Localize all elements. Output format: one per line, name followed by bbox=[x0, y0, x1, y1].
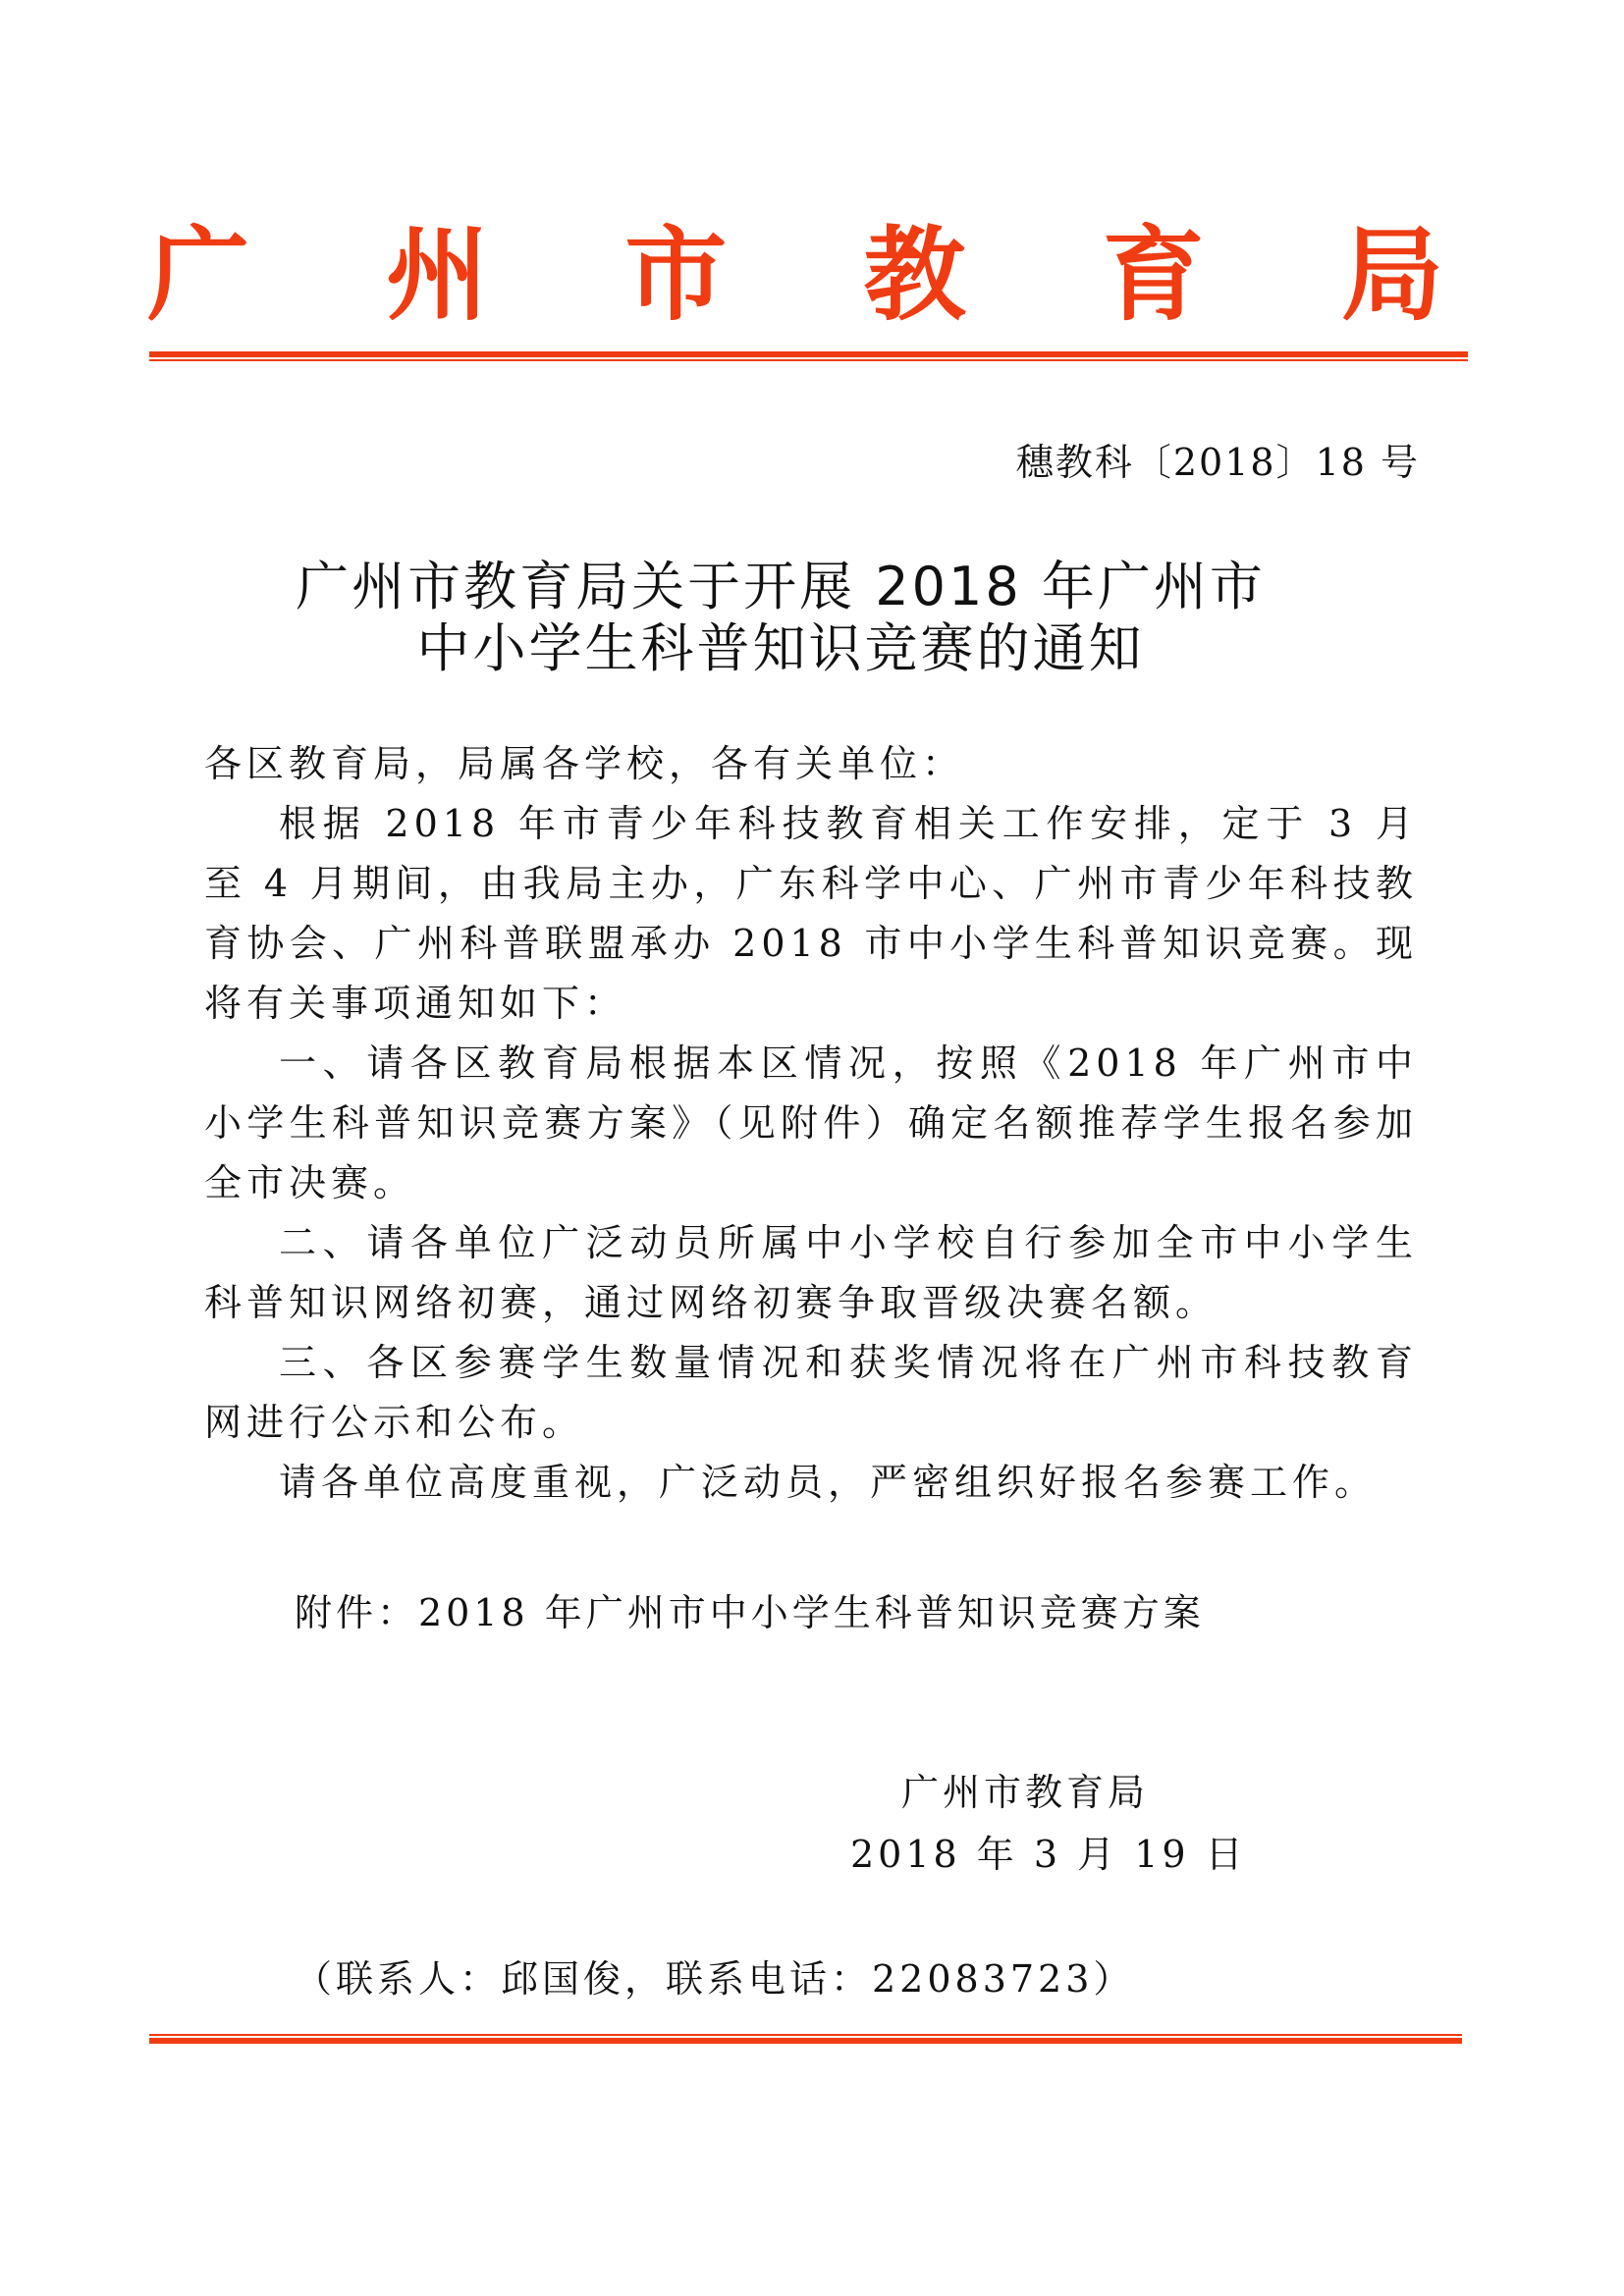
masthead bbox=[147, 206, 1443, 344]
masthead-char: 市 bbox=[624, 215, 728, 335]
paragraph: 二、请各单位广泛动员所属中小学校自行参加全市中小学生科普知识网络初赛，通过网络初赛争取晋级决赛名额。 bbox=[204, 1221, 1418, 1324]
title-line-1: 广州市教育局关于开展 2018 年广州市 bbox=[296, 556, 1266, 617]
footer-rule-thick bbox=[149, 2038, 1462, 2044]
masthead-char: 教 bbox=[863, 215, 966, 335]
paragraph: 根据 2018 年市青少年科技教育相关工作安排，定于 3 月至 4 月期间，由我局主办，广东科学中心、广州市青少年科技教育协会、广州科普联盟承办 2018 市中小学生科普知识竞赛。现将有关事项通知如下： bbox=[204, 802, 1418, 1025]
body-paragraphs bbox=[204, 794, 1418, 1513]
document-number: 穗教科〔2018〕18 号 bbox=[1015, 441, 1420, 484]
contact-info: （联系人：邱国俊，联系电话：22083723） bbox=[295, 1957, 1135, 2001]
header-red-rule bbox=[149, 351, 1468, 360]
masthead-char: 州 bbox=[386, 215, 489, 335]
masthead-char: 局 bbox=[1340, 215, 1443, 335]
paragraph: 一、请各区教育局根据本区情况，按照《2018 年广州市中小学生科普知识竞赛方案》（见附件）确定名额推荐学生报名参加全市决赛。 bbox=[204, 1041, 1418, 1204]
paragraph: 请各单位高度重视，广泛动员，严密组织好报名参赛工作。 bbox=[279, 1461, 1378, 1504]
footer-rule-thin bbox=[149, 2034, 1462, 2036]
masthead-char: 广 bbox=[147, 215, 250, 335]
header-rule-thick bbox=[149, 351, 1468, 357]
signature-date: 2018 年 3 月 19 日 bbox=[850, 1833, 1247, 1876]
masthead-char: 育 bbox=[1102, 215, 1205, 335]
signature-org: 广州市教育局 bbox=[901, 1771, 1150, 1814]
title-line-2: 中小学生科普知识竞赛的通知 bbox=[416, 617, 1145, 679]
header-rule-thin bbox=[149, 359, 1468, 361]
salutation: 各区教育局，局属各学校，各有关单位： bbox=[204, 742, 965, 785]
paragraph: 三、各区参赛学生数量情况和获奖情况将在广州市科技教育网进行公示和公布。 bbox=[204, 1341, 1418, 1444]
attachment-note: 附件：2018 年广州市中小学生科普知识竞赛方案 bbox=[295, 1591, 1205, 1634]
footer-red-rule bbox=[149, 2034, 1462, 2044]
